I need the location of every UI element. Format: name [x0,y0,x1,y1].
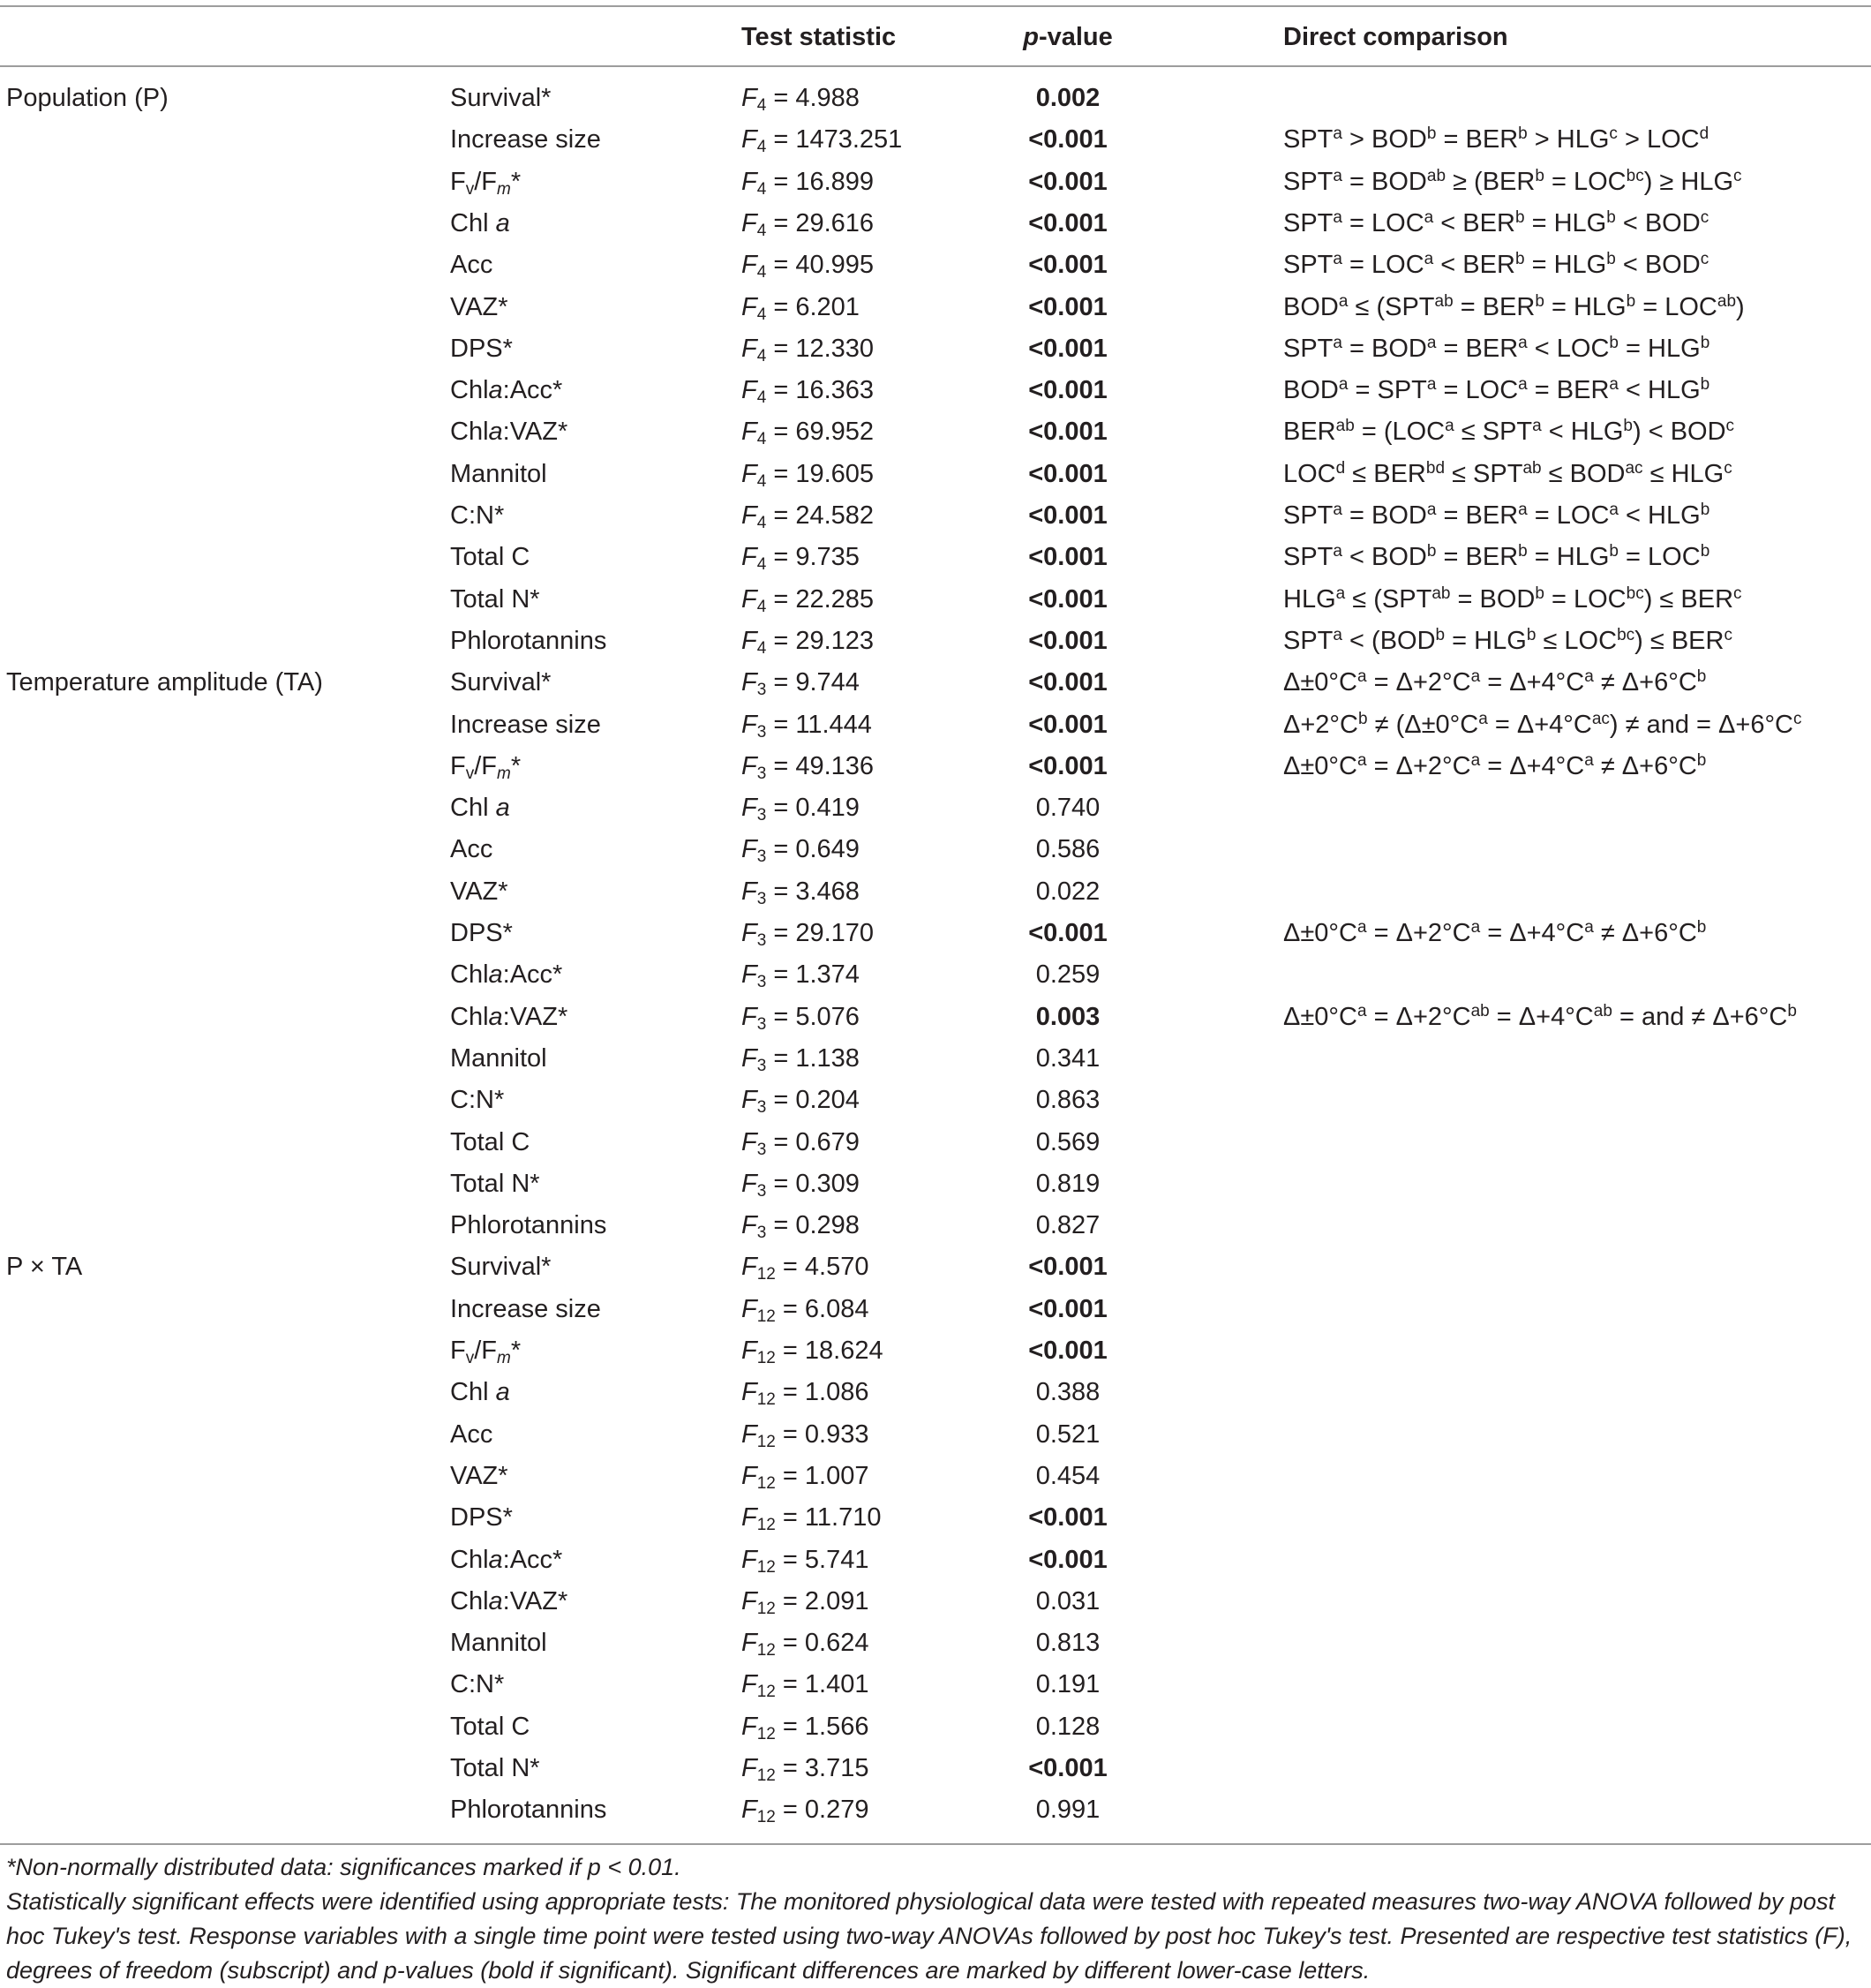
footnote-normality: *Non-normally distributed data: significances marked if p < 0.01. [6,1854,681,1880]
row-direct-comparison: $SPT^a = BOD^a = BER^a = LOC^a < HLG^b$ [1283,501,1710,530]
table-row [0,704,1871,746]
table-row [0,1789,1871,1831]
row-variable: $F_v/F_m*$ [450,167,522,199]
row-p-value: 0.003 [1035,1002,1101,1031]
row-variable: Total N* [450,1754,540,1782]
row-direct-comparison: $SPT^a < (BOD^b = HLG^b \le LOC^{bc}) \le BER^c$ [1283,625,1732,655]
table-row [0,495,1871,537]
row-variable: Survival* [450,668,552,697]
row-direct-comparison: $BER^{ab} = (LOC^a \le SPT^a < HLG^b) < BOD^c$ [1283,417,1735,447]
row-test-statistic: $F_4 = 6.201$ [741,292,860,324]
table-row [0,328,1871,370]
row-test-statistic: $F_4 = 24.582$ [741,501,875,532]
row-p-value: <0.001 [1028,919,1108,947]
table-row [0,1706,1871,1748]
table-row [0,1497,1871,1539]
row-direct-comparison: $BOD^a \le (SPT^{ab} = BER^b = HLG^b = LOC^{ab})$ [1283,291,1745,321]
row-variable: Total C [450,543,530,572]
row-p-value: <0.001 [1028,584,1108,614]
row-test-statistic: $F_{12} = 18.624$ [741,1337,883,1367]
row-test-statistic: $F_3 = 0.679$ [741,1127,860,1159]
row-test-statistic: $F_{12} = 5.741$ [741,1545,869,1577]
row-p-value: <0.001 [1028,1545,1108,1574]
row-p-value: <0.001 [1028,292,1108,321]
row-variable: Phlorotannins [450,1211,607,1240]
row-variable: VAZ* [450,877,508,906]
table-row [0,954,1871,996]
row-p-value: 0.827 [1035,1211,1101,1240]
row-variable: Total N* [450,584,540,614]
row-p-value: <0.001 [1028,125,1108,154]
table-row [0,1540,1871,1581]
table-footnotes [6,1850,1867,1988]
row-test-statistic: $F_{12} = 0.279$ [741,1796,869,1827]
row-variable: $F_v/F_m*$ [450,1337,522,1367]
row-p-value: 0.991 [1035,1796,1101,1825]
row-direct-comparison: $SPT^a = LOC^a < BER^b = HLG^b < BOD^c$ [1283,250,1709,280]
table-row [0,1456,1871,1497]
row-variable: VAZ* [450,292,508,321]
row-p-value: 0.002 [1035,84,1101,112]
row-test-statistic: $F_3 = 1.374$ [741,960,860,992]
table-row [0,1623,1871,1664]
row-p-value: <0.001 [1028,208,1108,237]
table-row [0,1246,1871,1288]
table-row [0,1748,1871,1789]
row-test-statistic: $F_3 = 11.444$ [741,710,872,742]
row-variable: Survival* [450,1253,552,1282]
row-p-value: 0.569 [1035,1127,1101,1156]
row-test-statistic: $F_{12} = 4.570$ [741,1253,869,1284]
row-variable: Phlorotannins [450,1796,607,1825]
row-test-statistic: $F_3 = 29.170$ [741,919,875,950]
table-row [0,162,1871,203]
row-variable: Acc [450,835,493,864]
row-direct-comparison: $\Delta\pm 0^\circ C^a = \Delta+2^\circ C^a = \Delta+4^\circ C^a \ne \Delta+6^\circ C^b$ [1283,667,1707,697]
row-test-statistic: $F_4 = 4.988$ [741,84,860,115]
row-variable: Increase size [450,125,601,154]
row-direct-comparison: $BOD^a = SPT^a = LOC^a = BER^a < HLG^b$ [1283,375,1710,405]
row-variable: DPS* [450,1503,513,1532]
row-variable: Mannitol [450,1629,547,1658]
row-variable: Increase size [450,710,601,739]
row-p-value: 0.586 [1035,835,1101,864]
row-test-statistic: $F_{12} = 2.091$ [741,1586,869,1618]
row-test-statistic: $F_3 = 3.468$ [741,877,860,908]
row-variable: C:N* [450,1670,505,1699]
row-p-value: 0.031 [1035,1586,1101,1615]
table-row [0,78,1871,119]
row-direct-comparison: $SPT^a = LOC^a < BER^b = HLG^b < BOD^c$ [1283,207,1709,237]
row-test-statistic: $F_4 = 29.616$ [741,208,875,240]
row-p-value: 0.819 [1035,1169,1101,1198]
row-p-value: 0.022 [1035,877,1101,906]
row-p-value: <0.001 [1028,334,1108,363]
row-test-statistic: $F_4 = 16.899$ [741,167,875,199]
row-p-value: <0.001 [1028,167,1108,196]
row-test-statistic: $F_{12} = 11.710$ [741,1503,882,1535]
table-row [0,1372,1871,1413]
header-p-value: p-value [1023,23,1113,51]
row-p-value: <0.001 [1028,501,1108,530]
row-p-value: <0.001 [1028,668,1108,697]
row-variable: Chl a [450,1378,510,1407]
table-row [0,1664,1871,1706]
row-p-value: 0.259 [1035,960,1101,990]
row-variable: Acc [450,1419,493,1449]
row-p-value: 0.521 [1035,1419,1101,1449]
table-row [0,1163,1871,1205]
table-row [0,454,1871,495]
row-group-label: P × TA [6,1253,83,1282]
row-test-statistic: $F_3 = 9.744$ [741,668,860,700]
row-p-value: <0.001 [1028,251,1108,280]
row-p-value: 0.863 [1035,1086,1101,1115]
row-variable: Increase size [450,1294,601,1323]
row-p-value: <0.001 [1028,1253,1108,1282]
table-row [0,579,1871,621]
row-direct-comparison: $HLG^a \le (SPT^{ab} = BOD^b = LOC^{bc}) \le BER^c$ [1283,584,1742,614]
row-direct-comparison: $\Delta\pm 0^\circ C^a = \Delta+2^\circ C^a = \Delta+4^\circ C^a \ne \Delta+6^\circ C^b$ [1283,918,1707,947]
table-row [0,411,1871,453]
row-test-statistic: $F_{12} = 1.566$ [741,1712,869,1743]
row-variable: Total N* [450,1169,540,1198]
row-group-label: Temperature amplitude (TA) [6,668,323,697]
table-row [0,203,1871,245]
row-test-statistic: $F_3 = 0.309$ [741,1169,860,1201]
table-row [0,1414,1871,1456]
row-variable: Acc [450,251,493,280]
row-test-statistic: $F_{12} = 3.715$ [741,1754,869,1785]
row-test-statistic: $F_4 = 19.605$ [741,459,875,491]
row-p-value: <0.001 [1028,459,1108,488]
table-row [0,621,1871,662]
row-variable: Chla:Acc* [450,376,563,405]
row-direct-comparison: $\Delta\pm 0^\circ C^a = \Delta+2^\circ C^a = \Delta+4^\circ C^a \ne \Delta+6^\circ C^b$ [1283,750,1707,780]
row-direct-comparison: $SPT^a = BOD^{ab} \ge (BER^b = LOC^{bc}) \ge HLG^c$ [1283,166,1742,196]
table-row [0,787,1871,829]
row-test-statistic: $F_4 = 69.952$ [741,418,875,449]
row-p-value: 0.128 [1035,1712,1101,1741]
row-direct-comparison: $\Delta+2^\circ C^b \ne (\Delta\pm 0^\circ C^a = \Delta+4^\circ C^{ac})$ ≠ and = $\Delta+6^\circ C^c$ [1283,709,1802,739]
row-test-statistic: $F_{12} = 0.933$ [741,1419,869,1451]
table-row [0,1289,1871,1330]
row-p-value: <0.001 [1028,376,1108,405]
row-variable: Total C [450,1127,530,1156]
row-p-value: <0.001 [1028,626,1108,655]
row-test-statistic: $F_3 = 1.138$ [741,1043,860,1075]
row-p-value: <0.001 [1028,418,1108,447]
row-p-value: <0.001 [1028,751,1108,780]
row-test-statistic: $F_{12} = 1.007$ [741,1461,869,1493]
row-variable: Chla:VAZ* [450,1586,568,1615]
row-direct-comparison: $SPT^a < BOD^b = BER^b = HLG^b = LOC^b$ [1283,542,1710,572]
row-variable: DPS* [450,919,513,947]
header-test-statistic: Test statistic [741,23,897,51]
row-test-statistic: $F_{12} = 1.401$ [741,1670,869,1702]
table-row [0,997,1871,1038]
row-direct-comparison: $LOC^d \le BER^{bd} \le SPT^{ab} \le BOD^{ac} \le HLG^c$ [1283,458,1732,488]
table-row [0,829,1871,870]
row-p-value: <0.001 [1028,1503,1108,1532]
row-variable: DPS* [450,334,513,363]
row-p-value: <0.001 [1028,543,1108,572]
table-top-rule [0,5,1871,7]
row-variable: VAZ* [450,1461,508,1490]
row-p-value: 0.341 [1035,1043,1101,1073]
row-test-statistic: $F_4 = 1473.251$ [741,125,903,157]
row-p-value: 0.740 [1035,794,1101,823]
table-row [0,662,1871,704]
row-p-value: 0.191 [1035,1670,1101,1699]
row-p-value: <0.001 [1028,710,1108,739]
row-variable: Chla:VAZ* [450,418,568,447]
row-test-statistic: $F_3 = 0.204$ [741,1086,860,1118]
row-p-value: <0.001 [1028,1754,1108,1782]
table-row [0,1330,1871,1372]
row-test-statistic: $F_3 = 49.136$ [741,751,875,783]
footnote-methods: Statistically significant effects were identified using appropriate tests: The monitored physiological data were tested with repeated measures two-way ANOVA followed by post hoc Tukey's test. Response variables with a single time point were tested using two-way ANOVAs followed by post hoc Tukey's test. Presented are respective test statistics (F), degrees of freedom (subscript) and p-values (bold if significant). Significant differences are marked by different lower-case letters. [6,1888,1852,1984]
row-variable: Survival* [450,84,552,112]
row-test-statistic: $F_3 = 0.298$ [741,1211,860,1243]
table-row [0,1581,1871,1623]
row-variable: Phlorotannins [450,626,607,655]
table-row [0,1122,1871,1163]
row-test-statistic: $F_4 = 16.363$ [741,376,875,408]
table-row [0,537,1871,578]
row-variable: Chl a [450,208,510,237]
row-test-statistic: $F_4 = 12.330$ [741,334,875,365]
table-row [0,119,1871,161]
row-test-statistic: $F_{12} = 6.084$ [741,1294,869,1326]
table-row [0,1038,1871,1080]
row-variable: Chla:Acc* [450,1545,563,1574]
row-direct-comparison: $SPT^a = BOD^a = BER^a < LOC^b = HLG^b$ [1283,333,1710,363]
table-row [0,746,1871,787]
row-test-statistic: $F_3 = 0.419$ [741,794,860,825]
row-p-value: <0.001 [1028,1337,1108,1365]
row-test-statistic: $F_3 = 5.076$ [741,1002,860,1034]
row-test-statistic: $F_4 = 40.995$ [741,251,875,282]
row-variable: Chla:VAZ* [450,1002,568,1031]
table-row [0,370,1871,411]
row-variable: C:N* [450,1086,505,1115]
table-row [0,913,1871,954]
row-variable: $F_v/F_m*$ [450,751,522,783]
row-p-value: 0.388 [1035,1378,1101,1407]
row-p-value: 0.454 [1035,1461,1101,1490]
row-test-statistic: $F_4 = 9.735$ [741,543,860,575]
row-test-statistic: $F_4 = 22.285$ [741,584,875,616]
row-test-statistic: $F_{12} = 1.086$ [741,1378,869,1410]
row-group-label: Population (P) [6,84,169,112]
row-variable: Mannitol [450,1043,547,1073]
row-direct-comparison: $SPT^a > BOD^b = BER^b > HLG^c > LOC^d$ [1283,124,1709,154]
header-direct-comparison: Direct comparison [1283,23,1508,51]
row-test-statistic: $F_{12} = 0.624$ [741,1629,869,1660]
row-p-value: 0.813 [1035,1629,1101,1658]
row-test-statistic: $F_3 = 0.649$ [741,835,860,867]
row-p-value: <0.001 [1028,1294,1108,1323]
row-variable: Total C [450,1712,530,1741]
header-rule [0,65,1871,67]
row-variable: Chl a [450,794,510,823]
row-test-statistic: $F_4 = 29.123$ [741,626,875,658]
row-variable: Mannitol [450,459,547,488]
row-variable: Chla:Acc* [450,960,563,990]
table-row [0,1080,1871,1121]
table-row [0,1205,1871,1246]
table-row [0,871,1871,913]
table-bottom-rule [0,1843,1871,1845]
row-variable: C:N* [450,501,505,530]
table-row [0,287,1871,328]
table-row [0,245,1871,286]
row-direct-comparison: $\Delta\pm 0^\circ C^a = \Delta+2^\circ C^{ab} = \Delta+4^\circ C^{ab}$ = and ≠ $\Delta+6^\circ C^b$ [1283,1001,1797,1031]
